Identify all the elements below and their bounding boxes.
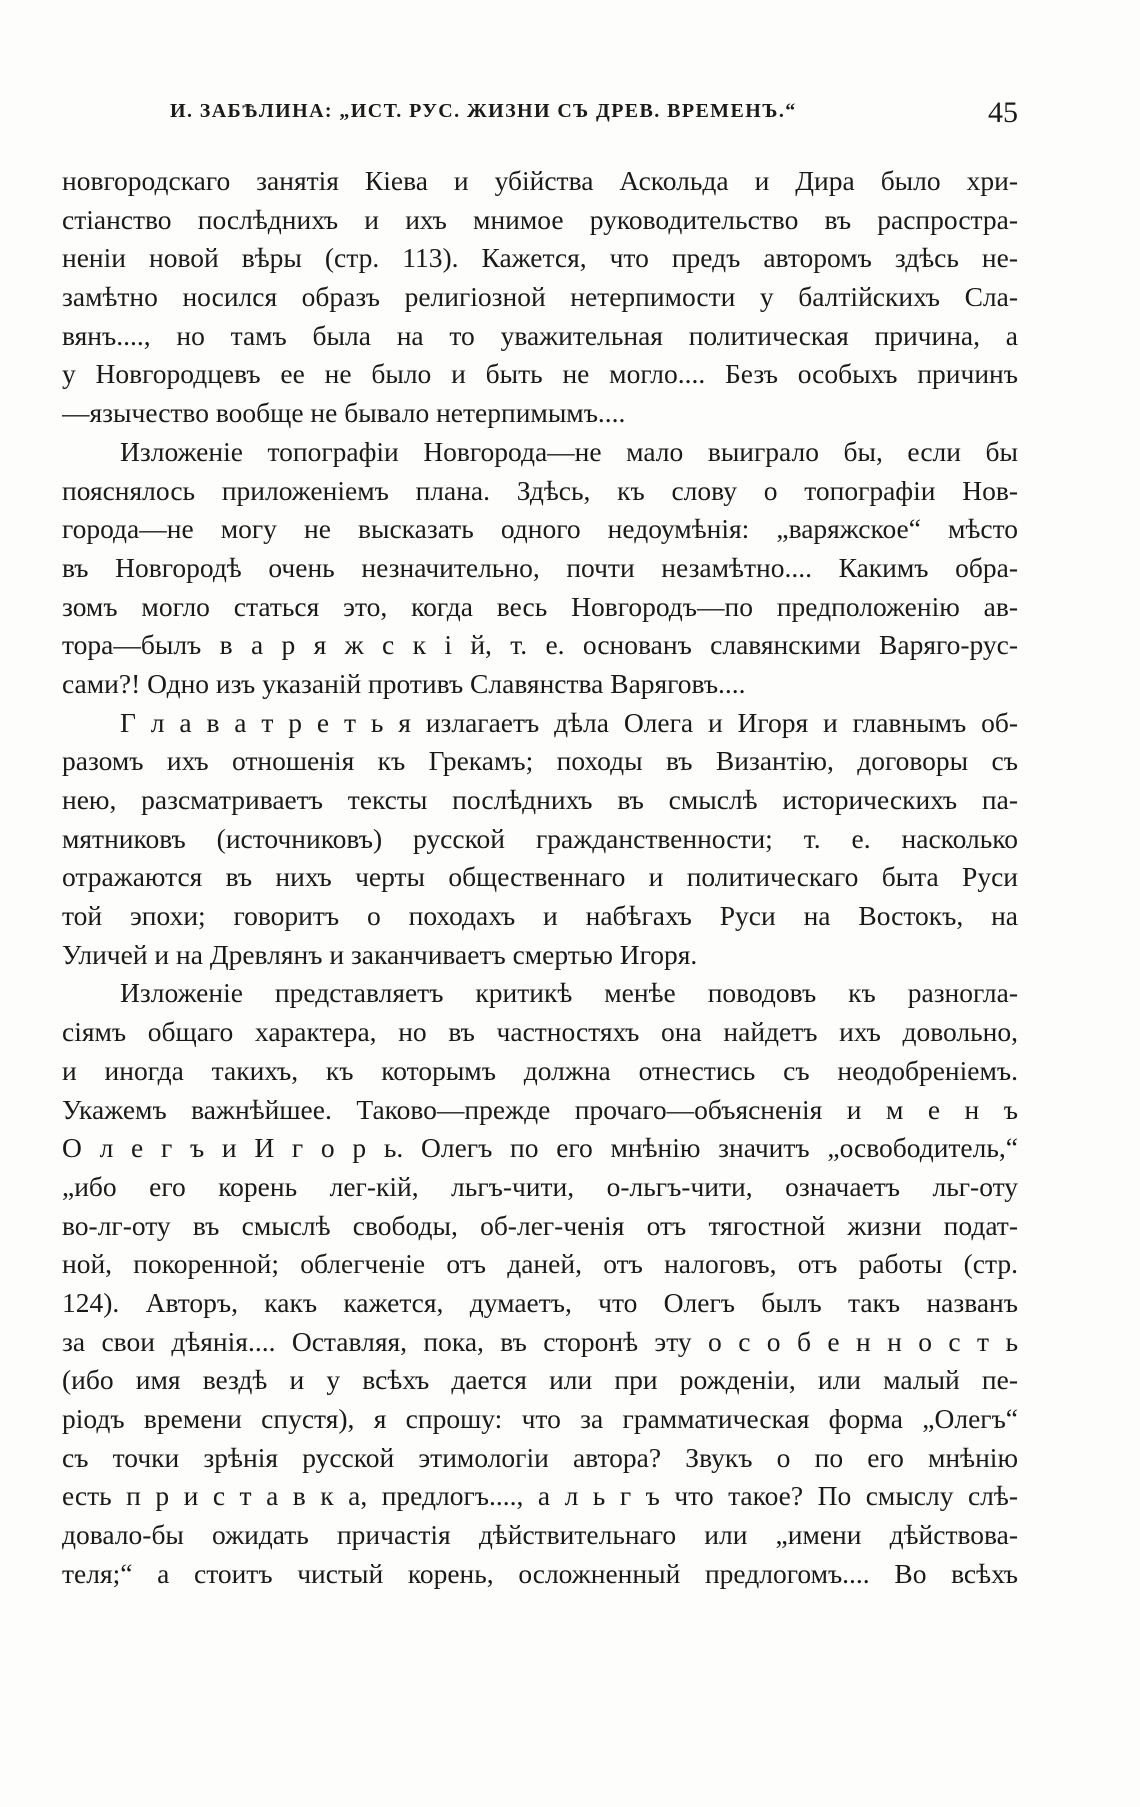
text-line: Уличей и на Древлянъ и заканчиваетъ смертью Игоря.: [62, 938, 698, 970]
text-line: 124). Авторъ, какъ кажется, думаетъ, что Олегъ былъ такъ названъ: [62, 1286, 1018, 1318]
text-line: довало-бы ожидать причастія дѣйствительнаго или „имени дѣйствова-: [62, 1519, 1018, 1551]
text-line: мятниковъ (источниковъ) русской гражданственности; т. е. насколько: [62, 822, 1018, 854]
text-line: неніи новой вѣры (стр. 113). Кажется, что предъ авторомъ здѣсь не-: [62, 242, 1018, 274]
text-line: Изложеніе представляетъ критикѣ менѣе поводовъ къ разногла-: [120, 977, 1018, 1009]
text-line: нею, разсматриваетъ тексты послѣднихъ въ смыслѣ историческихъ па-: [62, 784, 1018, 815]
paragraph-2: [62, 433, 1018, 704]
text-line: сами?! Одно изъ указаній противъ Славянства Варяговъ....: [62, 667, 746, 699]
text-line: въ Новгородѣ очень незначительно, почти незамѣтно.... Какимъ обра-: [62, 551, 1018, 583]
text-line: зомъ могло статься это, когда весь Новгородъ—по предположенію ав-: [62, 590, 1018, 622]
body-text: [62, 162, 1018, 1593]
running-title: И. ЗАБѢЛИНА: „ИСТ. РУС. ЖИЗНИ СЪ ДРЕВ. ВРЕМЕНЪ.“: [170, 100, 797, 122]
text-line: за свои дѣянія.... Оставляя, пока, въ сторонѣ эту о с о б е н н о с т ь: [62, 1325, 1018, 1357]
text-line: отражаются въ нихъ черты общественнаго и политическаго быта Руси: [62, 861, 1018, 893]
text-line: стіанство послѣднихъ и ихъ мнимое руководительство въ распростра-: [62, 203, 1018, 235]
text-line: О л е г ъ и И г о р ь. Олегъ по его мнѣнію значитъ „освободитель,“: [62, 1132, 1018, 1164]
text-line: тора—былъ в а р я ж с к і й, т. е. основанъ славянскими Варяго-рус-: [62, 629, 1018, 661]
text-line: города—не могу не высказать одного недоумѣнія: „варяжское“ мѣсто: [62, 513, 1018, 545]
text-line: той эпохи; говоритъ о походахъ и набѣгахъ Руси на Востокъ, на: [62, 900, 1018, 932]
text-line: теля;“ а стоитъ чистый корень, осложненный предлогомъ.... Во всѣхъ: [62, 1557, 1018, 1589]
text-line: Укажемъ важнѣйшее. Таково—прежде прочаго—объясненія и м е н ъ: [62, 1093, 1018, 1125]
text-line: съ точки зрѣнія русской этимологіи автора? Звукъ о по его мнѣнію: [62, 1441, 1018, 1473]
text-line: (ибо имя вездѣ и у всѣхъ дается или при рожденіи, или малый пе-: [62, 1364, 1018, 1396]
text-line: и иногда такихъ, къ которымъ должна отнестись съ неодобреніемъ.: [62, 1054, 1018, 1086]
text-line: новгородскаго занятія Кіева и убійства Аскольда и Дира было хри-: [62, 165, 1018, 196]
text-line: ріодъ времени спустя), я спрошу: что за грамматическая форма „Олегъ“: [62, 1403, 1018, 1434]
text-line: есть п р и с т а в к а, предлогъ...., а л ь г ъ что такое? По смыслу слѣ-: [62, 1480, 1018, 1512]
text-line: Изложеніе топографіи Новгорода—не мало выиграло бы, если бы: [120, 435, 1018, 467]
running-header: [62, 96, 1018, 132]
text-line: во-лг-оту въ смыслѣ свободы, об-лег-ченія отъ тягостной жизни подат-: [62, 1209, 1018, 1241]
text-line: вянъ...., но тамъ была на то уважительная политическая причина, а: [62, 319, 1018, 351]
text-line: „ибо его корень лег-кій, льгъ-чити, о-льгъ-чити, означаетъ льг-оту: [62, 1170, 1018, 1202]
text-line: —язычество вообще не бывало нетерпимымъ....: [62, 397, 626, 429]
text-line: ной, покоренной; облегченіе отъ даней, отъ налоговъ, отъ работы (стр.: [62, 1248, 1018, 1280]
paragraph-1: [62, 162, 1018, 433]
text-line: пояснялось приложеніемъ плана. Здѣсь, къ слову о топографіи Нов-: [62, 474, 1018, 506]
page-number: 45: [988, 96, 1018, 129]
text-line: сіямъ общаго характера, но въ частностяхъ она найдетъ ихъ довольно,: [62, 1016, 1018, 1048]
text-line: разомъ ихъ отношенія къ Грекамъ; походы въ Византію, договоры съ: [62, 745, 1018, 777]
text-line: замѣтно носился образъ религіозной нетерпимости у балтійскихъ Сла-: [62, 281, 1018, 313]
paragraph-3: [62, 704, 1018, 975]
text-line: у Новгородцевъ ее не было и быть не могло.... Безъ особыхъ причинъ: [62, 358, 1018, 390]
paragraph-4: [62, 974, 1018, 1593]
text-line: Г л а в а т р е т ь я излагаетъ дѣла Олега и Игоря и главнымъ об-: [120, 706, 1018, 738]
